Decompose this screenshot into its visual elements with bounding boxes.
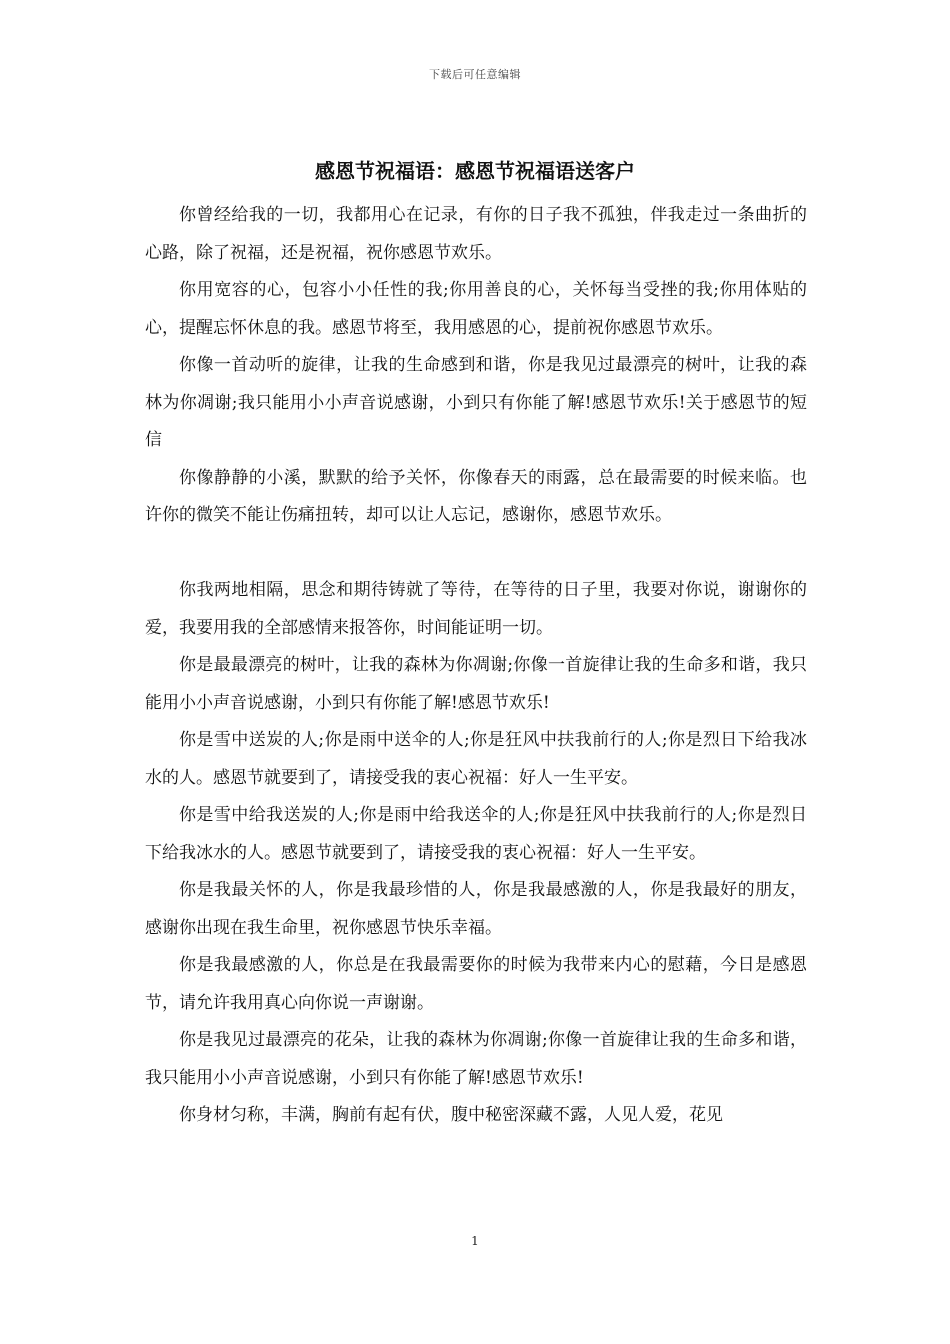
header-note: 下载后可任意编辑 — [429, 68, 521, 81]
paragraph-10: 你是我最感激的人，你总是在我最需要你的时候为我带来内心的慰藉，今日是感恩节，请允许我用真心向你说一声谢谢。 — [145, 955, 807, 1013]
paragraph-8: 你是雪中给我送炭的人;你是雨中给我送伞的人;你是狂风中扶我前行的人;你是烈日下给我冰水的人。感恩节就要到了，请接受我的衷心祝福：好人一生平安。 — [145, 805, 807, 863]
paragraph-3: 你像一首动听的旋律，让我的生命感到和谐，你是我见过最漂亮的树叶，让我的森林为你凋谢;我只能用小小声音说感谢，小到只有你能了解!感恩节欢乐!关于感恩节的短信 — [145, 355, 807, 450]
paragraph-9: 你是我最关怀的人，你是我最珍惜的人，你是我最感激的人，你是我最好的朋友，感谢你出现在我生命里，祝你感恩节快乐幸福。 — [145, 880, 807, 938]
paragraph-1: 你曾经给我的一切，我都用心在记录，有你的日子我不孤独，伴我走过一条曲折的心路，除了祝福，还是祝福，祝你感恩节欢乐。 — [145, 205, 807, 263]
paragraph-4: 你像静静的小溪，默默的给予关怀，你像春天的雨露，总在最需要的时候来临。也许你的微笑不能让伤痛扭转，却可以让人忘记，感谢你，感恩节欢乐。 — [145, 467, 807, 525]
paragraph-2: 你用宽容的心，包容小小任性的我;你用善良的心，关怀每当受挫的我;你用体贴的心，提醒忘怀休息的我。感恩节将至，我用感恩的心，提前祝你感恩节欢乐。 — [145, 280, 807, 338]
paragraph-6: 你是最最漂亮的树叶，让我的森林为你凋谢;你像一首旋律让我的生命多和谐，我只能用小小声音说感谢，小到只有你能了解!感恩节欢乐! — [145, 655, 807, 713]
paragraph-5: 你我两地相隔，思念和期待铸就了等待，在等待的日子里，我要对你说，谢谢你的爱，我要用我的全部感情来报答你，时间能证明一切。 — [145, 580, 807, 638]
blank-line — [145, 535, 807, 573]
paragraph-11: 你是我见过最漂亮的花朵，让我的森林为你凋谢;你像一首旋律让我的生命多和谐，我只能用小小声音说感谢，小到只有你能了解!感恩节欢乐! — [145, 1030, 807, 1088]
paragraph-12: 你身材匀称，丰满，胸前有起有伏，腹中秘密深藏不露，人见人爱，花见 — [179, 1105, 723, 1125]
page-number: 1 — [471, 1234, 479, 1248]
paragraph-7: 你是雪中送炭的人;你是雨中送伞的人;你是狂风中扶我前行的人;你是烈日下给我冰水的人。感恩节就要到了，请接受我的衷心祝福：好人一生平安。 — [145, 730, 807, 788]
document-body — [145, 197, 807, 1135]
document-title: 感恩节祝福语：感恩节祝福语送客户 — [315, 159, 635, 183]
